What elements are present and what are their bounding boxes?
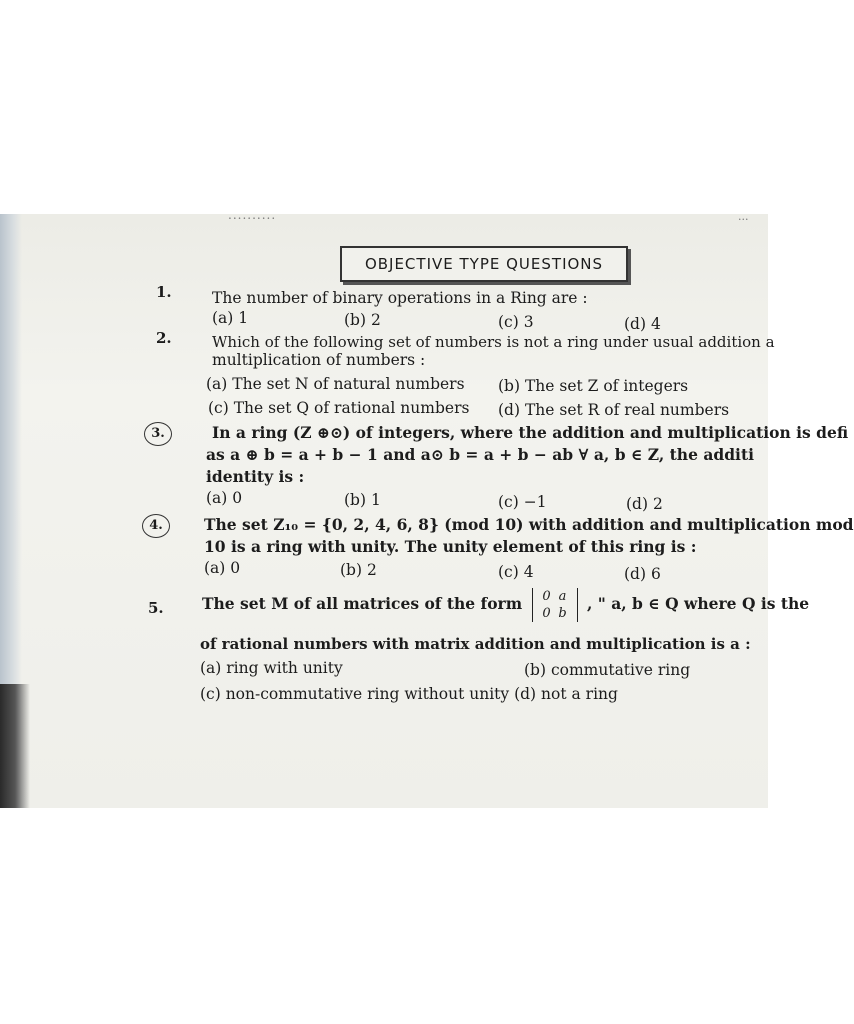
question-stem-line-2: 10 is a ring with unity. The unity element of this ring is : [204,537,697,556]
option-c: (c) The set Q of rational numbers [208,399,470,417]
previous-text-residue: .......... [228,208,277,222]
option-d: (d) 6 [624,565,661,583]
option-a: (a) 0 [204,559,241,577]
matrix-prefix: The set M of all matrices of the form [202,594,523,613]
question-stem-line-1: Which of the following set of numbers is not a ring under usual addition a [212,333,775,351]
option-a: (a) The set N of natural numbers [206,375,465,393]
option-c: (c) 4 [498,563,534,581]
option-a: (a) 0 [206,489,243,507]
option-a: (a) 1 [212,309,249,327]
matrix-r1c1: 0 [542,589,551,604]
question-stem-line-3: identity is : [206,467,305,486]
question-stem-line-1: In a ring (Z ⊕⊙) of integers, where the addition and multiplication is defi [212,423,849,442]
matrix-r2c2: b [558,606,567,621]
option-c: (c) 3 [498,313,534,331]
option-d: (d) 2 [626,495,663,513]
question-number: 5. [148,599,164,617]
section-heading: OBJECTIVE TYPE QUESTIONS [340,246,628,282]
option-a: (a) ring with unity [200,659,343,677]
matrix-2x2 [532,588,578,622]
question-number: 4. [142,514,170,538]
option-d: (d) The set R of real numbers [498,401,730,419]
question-stem: The number of binary operations in a Ring are : [212,289,588,307]
option-c: (c) −1 [498,493,547,511]
question-number: 1. [156,283,172,301]
question-stem-line-2: multiplication of numbers : [212,351,426,369]
question-stem-line-1: The set Z₁₀ = {0, 2, 4, 6, 8} (mod 10) with addition and multiplication mod [204,515,854,534]
page-photo [0,208,854,808]
matrix-r2c1: 0 [542,606,551,621]
question-number: 2. [156,329,172,347]
page-left-shadow [0,684,30,808]
option-b: (b) commutative ring [524,661,691,679]
question-stem-line-1 [202,588,810,622]
option-b: (b) The set Z of integers [498,377,689,395]
question-number: 3. [144,422,172,446]
option-c-and-d: (c) non-commutative ring without unity (d) not a ring [200,685,618,703]
question-stem-line-2: of rational numbers with matrix addition and multiplication is a : [200,635,751,653]
previous-text-residue-right: ... [738,210,749,223]
option-b: (b) 2 [344,311,381,329]
question-stem-line-2: as a ⊕ b = a + b − 1 and a⊙ b = a + b − ab ∀ a, b ∈ Z, the additi [206,445,754,464]
matrix-suffix: , " a, b ∈ Q where Q is the [586,594,810,613]
option-d: (d) 4 [624,315,661,333]
option-b: (b) 2 [340,561,377,579]
option-b: (b) 1 [344,491,381,509]
matrix-r1c2: a [558,589,567,604]
